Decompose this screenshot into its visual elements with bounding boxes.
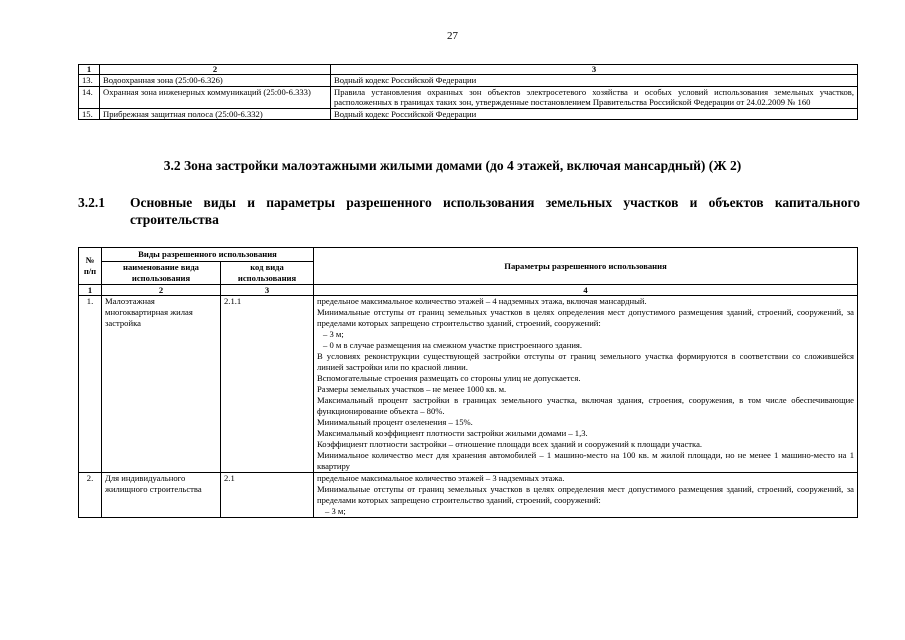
header-use-types: Виды разрешенного использования bbox=[102, 248, 314, 262]
permitted-use-table bbox=[78, 247, 858, 518]
header-use-code: код вида использования bbox=[221, 262, 314, 285]
param-line: – 3 м; bbox=[325, 506, 346, 516]
row-number: 15. bbox=[79, 108, 100, 120]
column-number-1: 1 bbox=[79, 65, 100, 75]
param-line: предельное максимальное количество этажей – 4 надземных этажа, включая мансардный. bbox=[317, 296, 647, 306]
section-title: Основные виды и параметры разрешенного использования земельных участков и объектов капитального строительства bbox=[130, 195, 860, 227]
param-line: Максимальный процент застройки в границах земельного участка, включая здания, строения, сооружения, в том числе обеспечивающие функционирование объекта – 80%. bbox=[317, 395, 854, 416]
column-number-2: 2 bbox=[100, 65, 331, 75]
column-number-3: 3 bbox=[221, 285, 314, 296]
zone-name: Водоохранная зона (25:00-6.326) bbox=[100, 75, 331, 87]
use-code: 2.1.1 bbox=[221, 296, 314, 473]
column-numbers-row bbox=[79, 285, 858, 296]
table-header-row bbox=[79, 65, 858, 75]
section-number: 3.2.1 bbox=[78, 195, 105, 210]
regulating-document: Водный кодекс Российской Федерации bbox=[331, 75, 858, 87]
header-row-number: № п/п bbox=[79, 248, 102, 285]
use-name: Для индивидуального жилищного строительства bbox=[102, 473, 221, 518]
table-row bbox=[79, 296, 858, 473]
use-parameters bbox=[314, 296, 858, 473]
row-number: 2. bbox=[79, 473, 102, 518]
param-line: – 0 м в случае размещения на смежном участке пристроенного здания. bbox=[323, 340, 583, 350]
table-row bbox=[79, 75, 858, 87]
param-line: Размеры земельных участков – не менее 1000 кв. м. bbox=[317, 384, 507, 394]
zone-name: Прибрежная защитная полоса (25:00-6.332) bbox=[100, 108, 331, 120]
column-number-3: 3 bbox=[331, 65, 858, 75]
column-number-2: 2 bbox=[102, 285, 221, 296]
header-parameters: Параметры разрешенного использования bbox=[314, 248, 858, 285]
use-code: 2.1 bbox=[221, 473, 314, 518]
table-row bbox=[79, 108, 858, 120]
use-name: Малоэтажная многоквартирная жилая застройка bbox=[102, 296, 221, 473]
row-number: 1. bbox=[79, 296, 102, 473]
param-line: предельное максимальное количество этажей – 3 надземных этажа. bbox=[317, 473, 565, 483]
regulating-document: Правила установления охранных зон объектов электросетевого хозяйства и особых условий использования земельных участков, расположенных в границах таких зон, утвержденные постановлением Правительства Российской Федерации от 24.02.2009 № 160 bbox=[331, 86, 858, 108]
column-number-1: 1 bbox=[79, 285, 102, 296]
regulating-document: Водный кодекс Российской Федерации bbox=[331, 108, 858, 120]
param-line: Максимальный коэффициент плотности застройки жилыми домами – 1,3. bbox=[317, 428, 588, 438]
row-number: 13. bbox=[79, 75, 100, 87]
table-row bbox=[79, 86, 858, 108]
param-line: Минимальный процент озеленения – 15%. bbox=[317, 417, 473, 427]
zone-name: Охранная зона инженерных коммуникаций (25:00-6.333) bbox=[100, 86, 331, 108]
table-row bbox=[79, 473, 858, 518]
protection-zones-table bbox=[78, 64, 858, 120]
section-heading-3-2: 3.2 Зона застройки малоэтажными жилыми домами (до 4 этажей, включая мансардный) (Ж 2) bbox=[163, 158, 742, 173]
param-line: Вспомогательные строения размещать со стороны улиц не допускается. bbox=[317, 373, 581, 383]
table-header-row bbox=[79, 248, 858, 262]
header-use-name: наименование вида использования bbox=[102, 262, 221, 285]
param-line: Минимальные отступы от границ земельных участков в целях определения мест допустимого размещения зданий, строений, сооружений, за пределами которых запрещено строительство зданий, строений, сооружений: bbox=[317, 484, 854, 505]
use-parameters bbox=[314, 473, 858, 518]
row-number: 14. bbox=[79, 86, 100, 108]
section-heading-3-2-1 bbox=[78, 194, 860, 228]
param-line: В условиях реконструкции существующей застройки отступы от границ земельного участка формируются в соответствии со сложившейся линией застройки или по красной линии. bbox=[317, 351, 854, 372]
param-line: Коэффициент плотности застройки – отношение площади всех зданий и сооружений к площади участка. bbox=[317, 439, 703, 449]
param-line: Минимальные отступы от границ земельных участков в целях определения мест допустимого размещения зданий, строений, сооружений, за пределами которых запрещено строительство зданий, строений, сооружений: bbox=[317, 307, 854, 328]
column-number-4: 4 bbox=[314, 285, 858, 296]
param-line: Минимальное количество мест для хранения автомобилей – 1 машино-место на 100 кв. м жилой площади, но не менее 1 машино-место на 1 квартиру bbox=[317, 450, 854, 471]
param-line: – 3 м; bbox=[323, 329, 344, 339]
page-number: 27 bbox=[447, 30, 458, 42]
